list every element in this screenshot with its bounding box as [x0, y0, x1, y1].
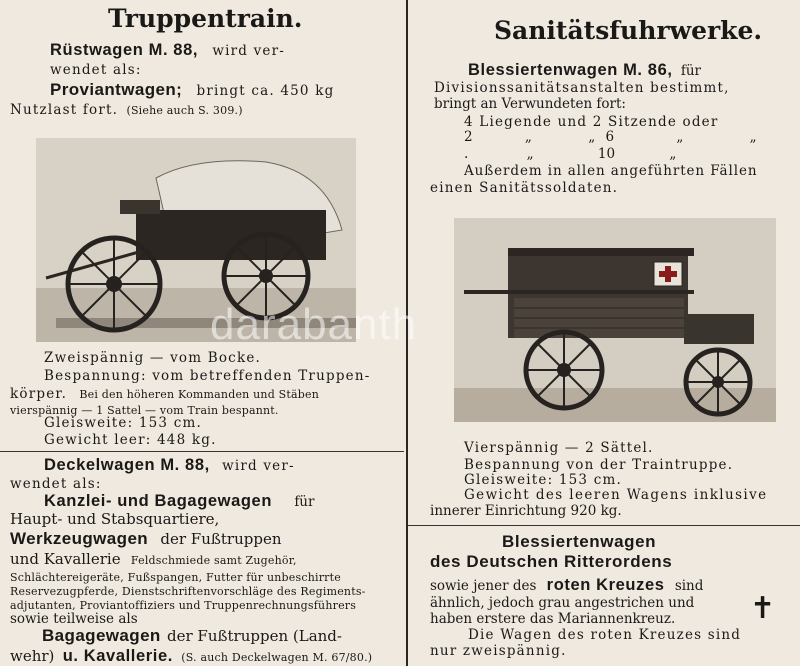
- photo-blessiertenwagen: [454, 218, 776, 422]
- title-sanitaetsfuhrwerke: Sanitätsfuhrwerke.: [494, 16, 763, 45]
- bless-line-8: einen Sanitätssoldaten.: [430, 180, 619, 196]
- ruest-line-1: Rüstwagen M. 88, wird ver-: [50, 41, 286, 59]
- specs1-line-6: Gewicht leer: 448 kg.: [44, 432, 217, 448]
- ritter-line-4: ähnlich, jedoch grau angestrichen und: [430, 595, 695, 611]
- specs1-line-5: Gleisweite: 153 cm.: [44, 415, 202, 431]
- bless-line-4: 4 Liegende und 2 Sitzende oder: [464, 114, 719, 130]
- specs1-line-2: Bespannung: vom betreffenden Truppen-: [44, 368, 371, 384]
- specs1-line-3: körper. Bei den höheren Kommanden und Stäben: [10, 386, 319, 402]
- specs1-line-1: Zweispännig — vom Bocke.: [44, 350, 262, 366]
- right-column: [428, 0, 800, 666]
- ritter-line-7: nur zweispännig.: [430, 643, 567, 659]
- bless-line-3: bringt an Verwundeten fort:: [434, 96, 626, 112]
- bless-line-5: 2 „ „ 6 „ „: [464, 129, 757, 145]
- deckel-line-10: sowie teilweise als: [10, 611, 138, 627]
- bless-line-7: Außerdem in allen angeführten Fällen: [464, 163, 758, 179]
- deckel-line-4: Haupt- und Stabsquartiere,: [10, 510, 220, 528]
- specs2-line-5: innerer Einrichtung 920 kg.: [430, 503, 622, 519]
- ruest-line-3: Proviantwagen; bringt ca. 450 kg: [50, 80, 335, 99]
- ritter-line-5: haben erstere das Mariannenkreuz.: [430, 611, 676, 627]
- blessiertenwagen-illustration: [454, 218, 776, 422]
- bless-line-6: . „ 10 „: [464, 146, 677, 162]
- specs2-line-2: Bespannung von der Traintruppe.: [464, 457, 734, 473]
- specs2-line-1: Vierspännig — 2 Sättel.: [464, 440, 654, 456]
- deckel-line-5: Werkzeugwagen der Fußtruppen: [10, 529, 282, 548]
- specs1-line-4: vierspännig — 1 Sattel — vom Train bespannt.: [10, 404, 279, 417]
- bless-line-1: Blessiertenwagen M. 86, für: [468, 61, 701, 79]
- deckel-line-12: wehr) u. Kavallerie. (S. auch Deckelwagen M. 67/80.): [10, 647, 373, 665]
- deckel-line-1: Deckelwagen M. 88, wird ver-: [44, 456, 295, 474]
- specs2-line-3: Gleisweite: 153 cm.: [464, 472, 622, 488]
- title-truppentrain: Truppentrain.: [108, 4, 303, 33]
- ritter-heading-1: Blessiertenwagen: [502, 532, 657, 551]
- specs2-line-4: Gewicht des leeren Wagens inklusive: [464, 487, 768, 503]
- ruest-line-2: wendet als:: [50, 62, 142, 78]
- deckel-line-7: Schlächtereigeräte, Fußspangen, Futter für unbeschirrte: [10, 571, 341, 584]
- bless-line-2: Divisionssanitätsanstalten bestimmt,: [434, 80, 730, 96]
- deckel-line-2: wendet als:: [10, 476, 102, 492]
- ritter-line-3: sowie jener des roten Kreuzes sind: [430, 576, 704, 594]
- deckel-line-8: Reservezugpferde, Dienstschriftenvorschläge des Regiments-: [10, 585, 366, 598]
- ruest-line-4: Nutzlast fort. (Siehe auch S. 309.): [10, 102, 243, 118]
- deckel-line-3: Kanzlei- und Bagagewagen für: [44, 492, 315, 510]
- deckel-line-6: und Kavallerie Feldschmiede samt Zugehör,: [10, 550, 297, 568]
- deckel-line-9: adjutanten, Proviantoffiziers und Truppenrechnungsführers: [10, 599, 357, 612]
- deckel-line-11: Bagagewagen der Fußtruppen (Land-: [42, 626, 342, 645]
- ritter-heading-2: des Deutschen Ritterordens: [430, 552, 673, 571]
- watermark-text: darabanth: [210, 300, 418, 349]
- cross-icon: ✝: [750, 591, 776, 626]
- ritter-line-6: Die Wagen des roten Kreuzes sind: [468, 627, 742, 643]
